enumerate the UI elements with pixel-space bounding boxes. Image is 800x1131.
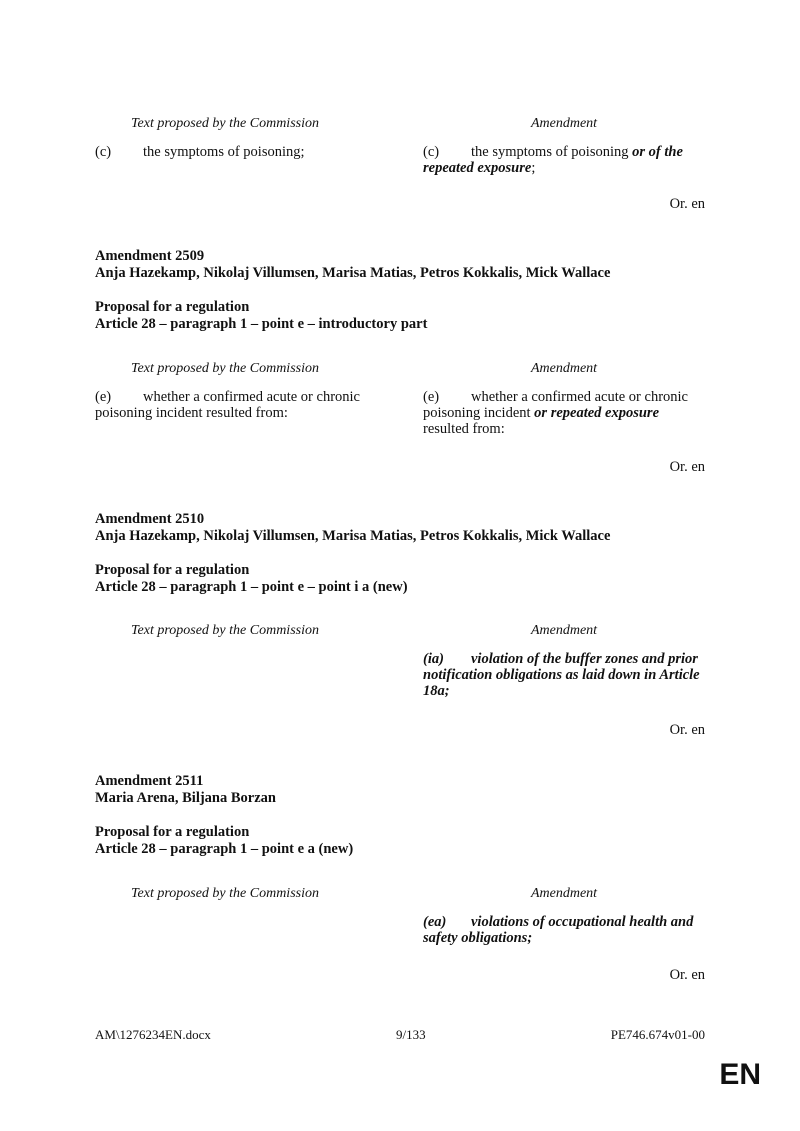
amendment-title: Amendment 2510 — [95, 511, 205, 527]
proposal-label: Proposal for a regulation — [95, 824, 250, 840]
commission-header: Text proposed by the Commission — [131, 361, 319, 376]
amendment-text: (e) whether a confirmed acute or chronic poisoning incident or repeated exposure resulted from: — [423, 389, 688, 437]
amendment-authors: Maria Arena, Biljana Borzan — [95, 790, 276, 806]
amendment-2510-heading — [95, 511, 735, 596]
commission-text: (c) the symptoms of poisoning; — [95, 144, 305, 160]
amendment-text: (ea) violations of occupational health and safety obligations; — [423, 914, 694, 946]
language-badge: EN — [719, 1058, 761, 1091]
amendment-2509-heading — [95, 248, 735, 333]
amendment-table-c — [95, 116, 705, 176]
proposal-label: Proposal for a regulation — [95, 299, 250, 315]
amendment-table-2511 — [95, 886, 705, 946]
amendment-text: (c) the symptoms of poisoning or of the repeated exposure; — [423, 144, 683, 176]
amendment-header: Amendment — [530, 116, 598, 131]
amendment-authors: Anja Hazekamp, Nikolaj Villumsen, Marisa Matias, Petros Kokkalis, Mick Wallace — [95, 265, 611, 281]
page-footer — [95, 1027, 705, 1043]
article-ref: Article 28 – paragraph 1 – point e a (new) — [95, 841, 354, 857]
table-header — [95, 623, 705, 639]
amendment-2511-heading — [95, 773, 735, 858]
or-en-label: Or. en — [669, 196, 705, 212]
table-header — [95, 116, 705, 132]
commission-header: Text proposed by the Commission — [131, 623, 319, 638]
or-en-label: Or. en — [669, 459, 705, 475]
proposal-label: Proposal for a regulation — [95, 562, 250, 578]
amendment-title: Amendment 2511 — [95, 773, 204, 789]
table-header — [95, 886, 705, 902]
amendment-table-2509 — [95, 361, 705, 437]
amendment-text: (ia) violation of the buffer zones and prior notification obligations as laid down in Article 18a; — [423, 651, 700, 699]
document-name: AM\1276234EN.docx — [95, 1027, 211, 1042]
commission-header: Text proposed by the Commission — [131, 116, 319, 131]
amendment-table-2510 — [95, 623, 705, 699]
document-reference: PE746.674v01-00 — [610, 1027, 705, 1042]
page-number: 9/133 — [396, 1027, 426, 1042]
commission-header: Text proposed by the Commission — [131, 886, 319, 901]
amendment-title: Amendment 2509 — [95, 248, 205, 264]
amendment-header: Amendment — [530, 886, 598, 901]
article-ref: Article 28 – paragraph 1 – point e – point i a (new) — [95, 579, 408, 595]
article-ref: Article 28 – paragraph 1 – point e – introductory part — [95, 316, 428, 332]
amendment-header: Amendment — [530, 623, 598, 638]
commission-text: (e) whether a confirmed acute or chronic poisoning incident resulted from: — [95, 389, 360, 421]
or-en-label: Or. en — [669, 722, 705, 738]
amendment-authors: Anja Hazekamp, Nikolaj Villumsen, Marisa Matias, Petros Kokkalis, Mick Wallace — [95, 528, 611, 544]
or-en-label: Or. en — [669, 967, 705, 983]
table-header — [95, 361, 705, 377]
amendment-header: Amendment — [530, 361, 598, 376]
